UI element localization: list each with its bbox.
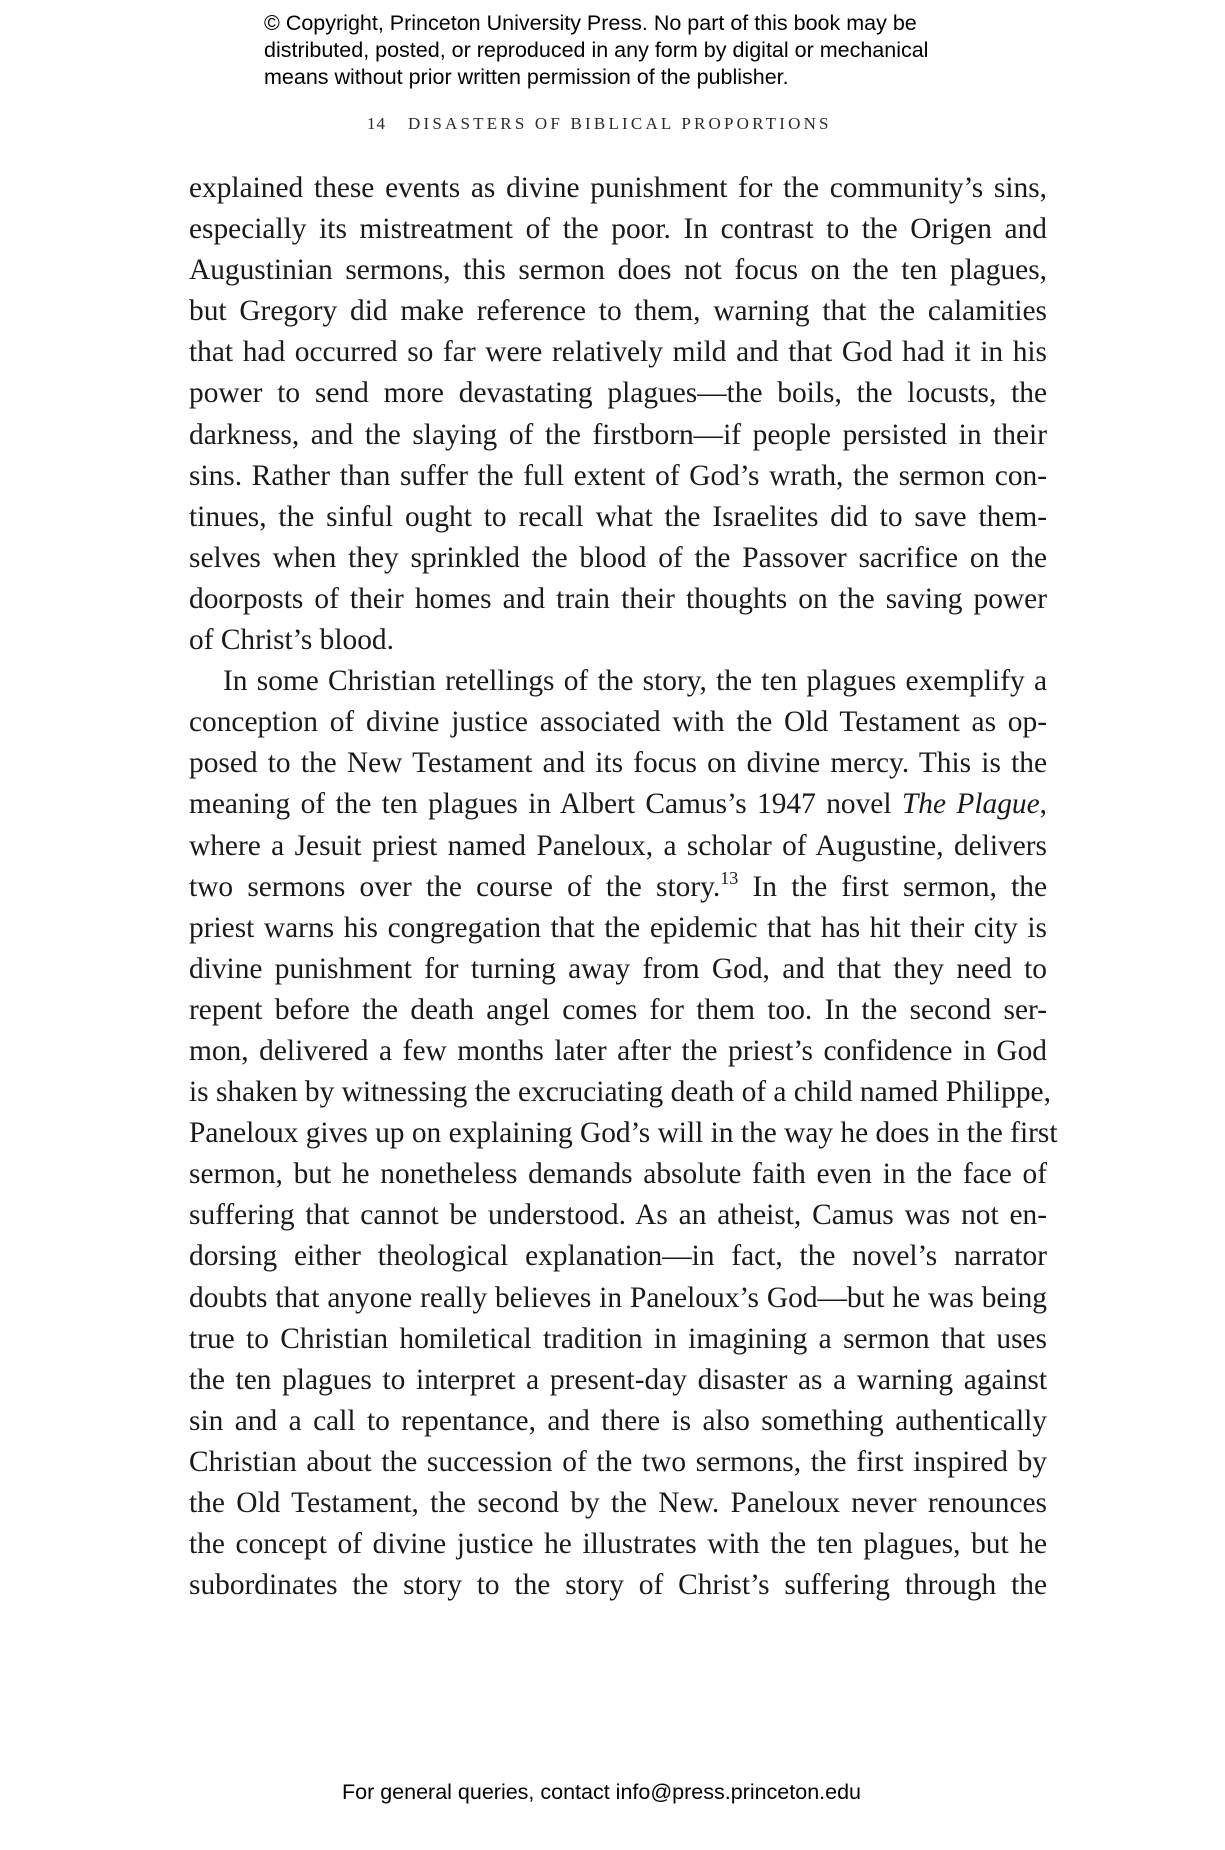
text-line: subordinates the story to the story of Christ’s suffering through the bbox=[189, 1569, 1047, 1602]
text-line: power to send more devastating plagues—the boils, the locusts, the bbox=[189, 377, 1047, 410]
text-line: Paneloux gives up on explaining God’s will in the way he does in the first bbox=[189, 1117, 1058, 1150]
footer-contact: For general queries, contact info@press.princeton.edu bbox=[342, 1780, 862, 1804]
text-line: divine punishment for turning away from God, and that they need to bbox=[189, 952, 1047, 985]
text-line: In some Christian retellings of the story, the ten plagues exemplify a bbox=[223, 665, 1047, 698]
text-line: selves when they sprinkled the blood of the Passover sacrifice on the bbox=[189, 541, 1047, 574]
text-line: but Gregory did make reference to them, warning that the calamities bbox=[189, 295, 1047, 328]
text-run: meaning of the ten plagues in Albert Camus’s 1947 novel bbox=[189, 788, 902, 821]
body-text bbox=[189, 168, 1058, 1606]
copyright-line: means without prior written permission of the publisher. bbox=[264, 65, 789, 89]
text-run: , bbox=[1039, 788, 1047, 821]
text-line: is shaken by witnessing the excruciating death of a child named Philippe, bbox=[189, 1076, 1051, 1109]
text-line: sins. Rather than suffer the full extent of God’s wrath, the sermon con- bbox=[189, 459, 1047, 492]
book-title: DISASTERS OF BIBLICAL PROPORTIONS bbox=[408, 114, 832, 133]
text-line: doubts that anyone really believes in Paneloux’s God—but he was being bbox=[189, 1281, 1047, 1314]
text-line: sermon, but he nonetheless demands absolute faith even in the face of bbox=[189, 1158, 1047, 1191]
text-line: Christian about the succession of the two sermons, the first inspired by bbox=[189, 1445, 1047, 1478]
running-head bbox=[367, 114, 832, 134]
text-line: Augustinian sermons, this sermon does not focus on the ten plagues, bbox=[189, 254, 1047, 287]
text-line: especially its mistreatment of the poor. In contrast to the Origen and bbox=[189, 213, 1047, 246]
text-line: priest warns his congregation that the epidemic that has hit their city is bbox=[189, 911, 1047, 944]
page-number: 14 bbox=[367, 114, 386, 133]
text-line: tinues, the sinful ought to recall what the Israelites did to save them- bbox=[189, 500, 1047, 533]
text-line: suffering that cannot be understood. As an atheist, Camus was not en- bbox=[189, 1199, 1047, 1232]
text-line: mon, delivered a few months later after the priest’s confidence in God bbox=[189, 1034, 1047, 1067]
text-line: repent before the death angel comes for them too. In the second ser- bbox=[189, 993, 1047, 1026]
text-line: the concept of divine justice he illustrates with the ten plagues, but he bbox=[189, 1528, 1047, 1561]
text-line bbox=[189, 867, 1047, 908]
text-run: two sermons over the course of the story. bbox=[189, 870, 721, 903]
text-line: sin and a call to repentance, and there is also something authentically bbox=[189, 1404, 1047, 1437]
footnote-marker[interactable]: 13 bbox=[720, 867, 739, 888]
text-line: the Old Testament, the second by the New. Paneloux never renounces bbox=[189, 1487, 1047, 1519]
text-line: explained these events as divine punishment for the community’s sins, bbox=[189, 172, 1047, 204]
copyright-line: © Copyright, Princeton University Press. No part of this book may be bbox=[264, 11, 917, 35]
text-line: darkness, and the slaying of the firstborn—if people persisted in their bbox=[189, 418, 1047, 451]
text-line: where a Jesuit priest named Paneloux, a scholar of Augustine, delivers bbox=[189, 829, 1047, 862]
text-line: of Christ’s blood. bbox=[189, 624, 394, 657]
text-line: true to Christian homiletical tradition in imagining a sermon that uses bbox=[189, 1322, 1047, 1355]
text-line bbox=[189, 784, 1047, 825]
text-line: dorsing either theological explanation—in fact, the novel’s narrator bbox=[189, 1240, 1047, 1273]
copyright-notice bbox=[264, 10, 1024, 91]
text-line: that had occurred so far were relatively mild and that God had it in his bbox=[189, 336, 1047, 369]
text-line: the ten plagues to interpret a present-day disaster as a warning against bbox=[189, 1363, 1047, 1396]
text-line: doorposts of their homes and train their thoughts on the saving power bbox=[189, 582, 1047, 615]
text-line: conception of divine justice associated with the Old Testament as op- bbox=[189, 706, 1047, 739]
book-title-italic: The Plague bbox=[901, 788, 1040, 821]
text-run: In the first sermon, the bbox=[738, 870, 1048, 903]
copyright-line: distributed, posted, or reproduced in any form by digital or mechanical bbox=[264, 38, 929, 62]
text-line: posed to the New Testament and its focus on divine mercy. This is the bbox=[189, 747, 1047, 780]
